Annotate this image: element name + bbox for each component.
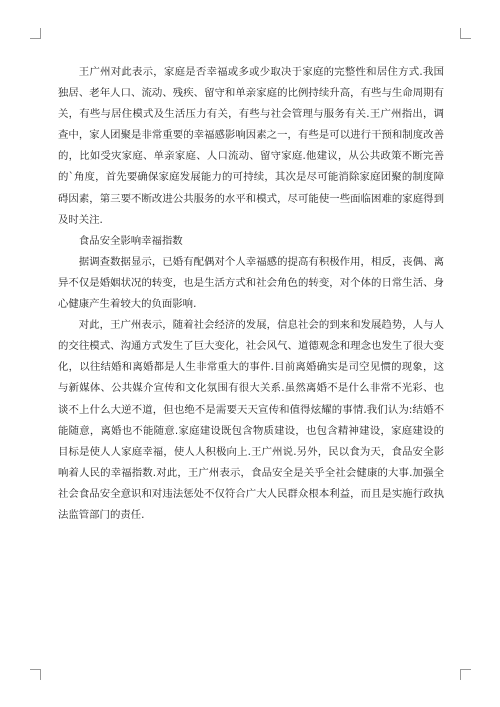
crop-mark-top-right bbox=[460, 28, 471, 39]
paragraph-social-change: 对此，王广州表示，随着社会经济的发展，信息社会的到来和发展趋势，人与人的交往模式、沟通方式发生了巨大变化，社会风气、道德观念和理念也发生了很大变化，以往结婚和离婚都是人生非常重大的事件.目前离婚确实是司空见惯的现象，这与新媒体、公共媒介宣传和文化氛围有很大关系.虽然离婚不是什么非常不光彩、也谈不上什么大逆不道，但也绝不是需要天天宣传和值得炫耀的事情.我们认为:结婚不能随意，离婚也不能随意.家庭建设既包含物质建设，也包含精神建设，家庭建设的目标是使人人家庭幸福，使人人积极向上.王广州说.另外，民以食为天，食品安全影响着人民的幸福指数.对此，王广州表示，食品安全是关乎全社会健康的大事.加强全社会食品安全意识和对违法惩处不仅符合广大人民群众根本利益，而且是实施行政执法监管部门的责任. bbox=[58, 319, 444, 521]
crop-mark-top-left bbox=[30, 28, 41, 39]
paragraph-family-structure: 王广州对此表示，家庭是否幸福或多或少取决于家庭的完整性和居住方式.我国独居、老年人口、流动、残疾、留守和单亲家庭的比例持续升高，有些与生命周期有关，有些与居住模式及生活压力有关，有些与社会管理与服务有关.王广州指出，调查中，家人团聚是非常重要的幸福感影响因素之一，有些是可以进行干预和制度改善的，比如受灾家庭、单亲家庭、人口流动、留守家庭.他建议，从公共政策不断完善的`角度，首先要确保家庭发展能力的可持续，其次是尽可能消除家庭团聚的制度障碍因素，第三要不断改进公共服务的水平和模式，尽可能使一些面临困难的家庭得到及时关注. bbox=[58, 66, 444, 226]
crop-mark-bottom-left bbox=[30, 669, 41, 680]
section-heading-food-safety: 食品安全影响幸福指数 bbox=[78, 234, 183, 247]
paragraph-survey-data: 据调查数据显示，已婚有配偶对个人幸福感的提高有积极作用，相反，丧偶、离异不仅是婚姻状况的转变，也是生活方式和社会角色的转变，对个体的日常生活、身心健康产生着较大的负面影响. bbox=[58, 255, 444, 311]
document-body bbox=[58, 62, 444, 526]
crop-mark-bottom-right bbox=[460, 669, 471, 680]
